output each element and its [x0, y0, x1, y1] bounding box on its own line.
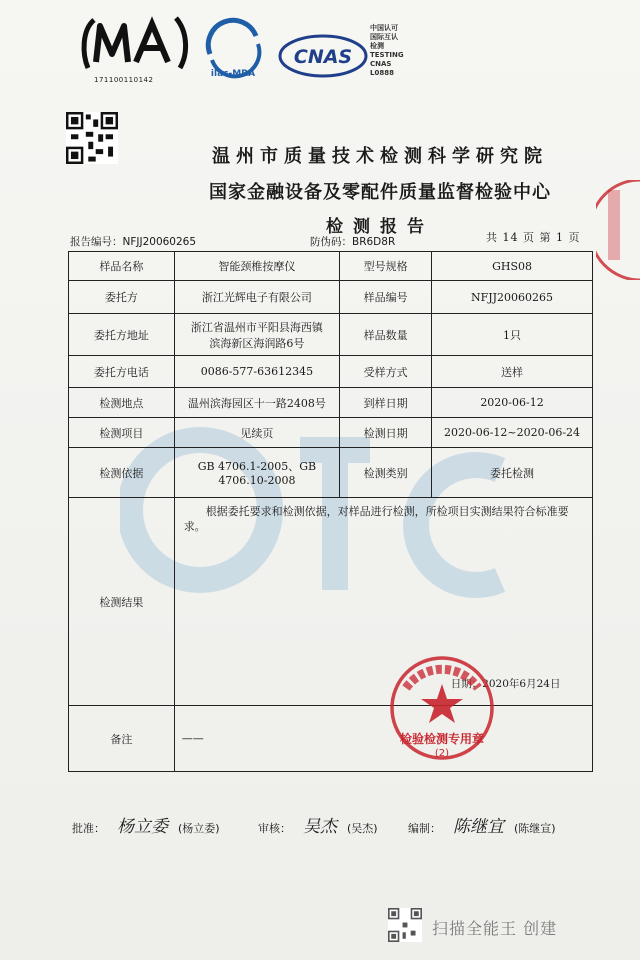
official-seal-icon: [380, 648, 510, 778]
cnas-logo-icon: [278, 34, 368, 78]
anti-fake-code: 防伪码：BR6D8R: [310, 236, 396, 248]
cma-logo-icon: [80, 14, 190, 70]
table-row: 备注 ——: [69, 706, 593, 772]
table-row: 委托方地址 浙江省温州市平阳县海西镇 滨海新区海润路6号 样品数量 1只: [69, 314, 593, 356]
report-number: 报告编号：NFJJ20060265: [70, 236, 197, 248]
cma-code: 171100110142: [94, 76, 154, 84]
center-title: 国家金融设备及零配件质量监督检验中心: [209, 182, 551, 203]
institute-title: 温州市质量技术检测科学研究院: [212, 146, 548, 167]
table-row: 检测项目 见续页 检测日期 2020-06-12~2020-06-24: [69, 418, 593, 448]
report-title: 检测报告: [326, 217, 434, 237]
issue-date: 日期：2020年6月24日: [450, 678, 561, 690]
table-row: 样品名称 智能颈椎按摩仪 型号规格 GHS08: [69, 252, 593, 281]
compiler: 编制： 陈继宜 (陈继宣): [408, 817, 556, 837]
approver: 批准： 杨立委 (杨立委): [72, 817, 220, 837]
table-row: 检测依据 GB 4706.1-2005、GB 4706.10-2008 检测类别 委托检测: [69, 448, 593, 498]
svg-text:ilac-MRA: ilac-MRA: [210, 69, 256, 79]
report-table: [68, 251, 593, 772]
table-row: 委托方 浙江光辉电子有限公司 样品编号 NFJJ20060265: [69, 281, 593, 314]
reviewer: 审核： 吴杰 (吴杰): [258, 817, 378, 837]
cert-text-block: 中国认可 国际互认 检测 TESTING CNAS L0888: [370, 24, 404, 77]
svg-text:检验检测专用章: 检验检测专用章: [399, 732, 485, 746]
table-row: 检测地点 温州滨海园区十一路2408号 到样日期 2020-06-12: [69, 388, 593, 418]
scanner-qr-icon: [388, 908, 422, 942]
page-indicator: 共 14 页 第 1 页: [486, 231, 581, 244]
table-row: 检测结果 根据委托要求和检测依据，对样品进行检测，所检项目实测结果符合标准要求。 日期：2020年6月24日: [69, 498, 593, 706]
svg-text:(2): (2): [434, 748, 450, 759]
table-row: 委托方电话 0086-577-63612345 受样方式 送样: [69, 356, 593, 388]
qr-code-icon: [66, 112, 118, 164]
scanner-watermark: 扫描全能王 创建: [432, 919, 558, 938]
result-text: 根据委托要求和检测依据，对样品进行检测，所检项目实测结果符合标准要求。: [183, 505, 569, 533]
svg-text:CNAS: CNAS: [293, 46, 353, 68]
ilac-mra-logo-icon: [202, 14, 264, 82]
edge-stamp-icon: [596, 180, 640, 280]
